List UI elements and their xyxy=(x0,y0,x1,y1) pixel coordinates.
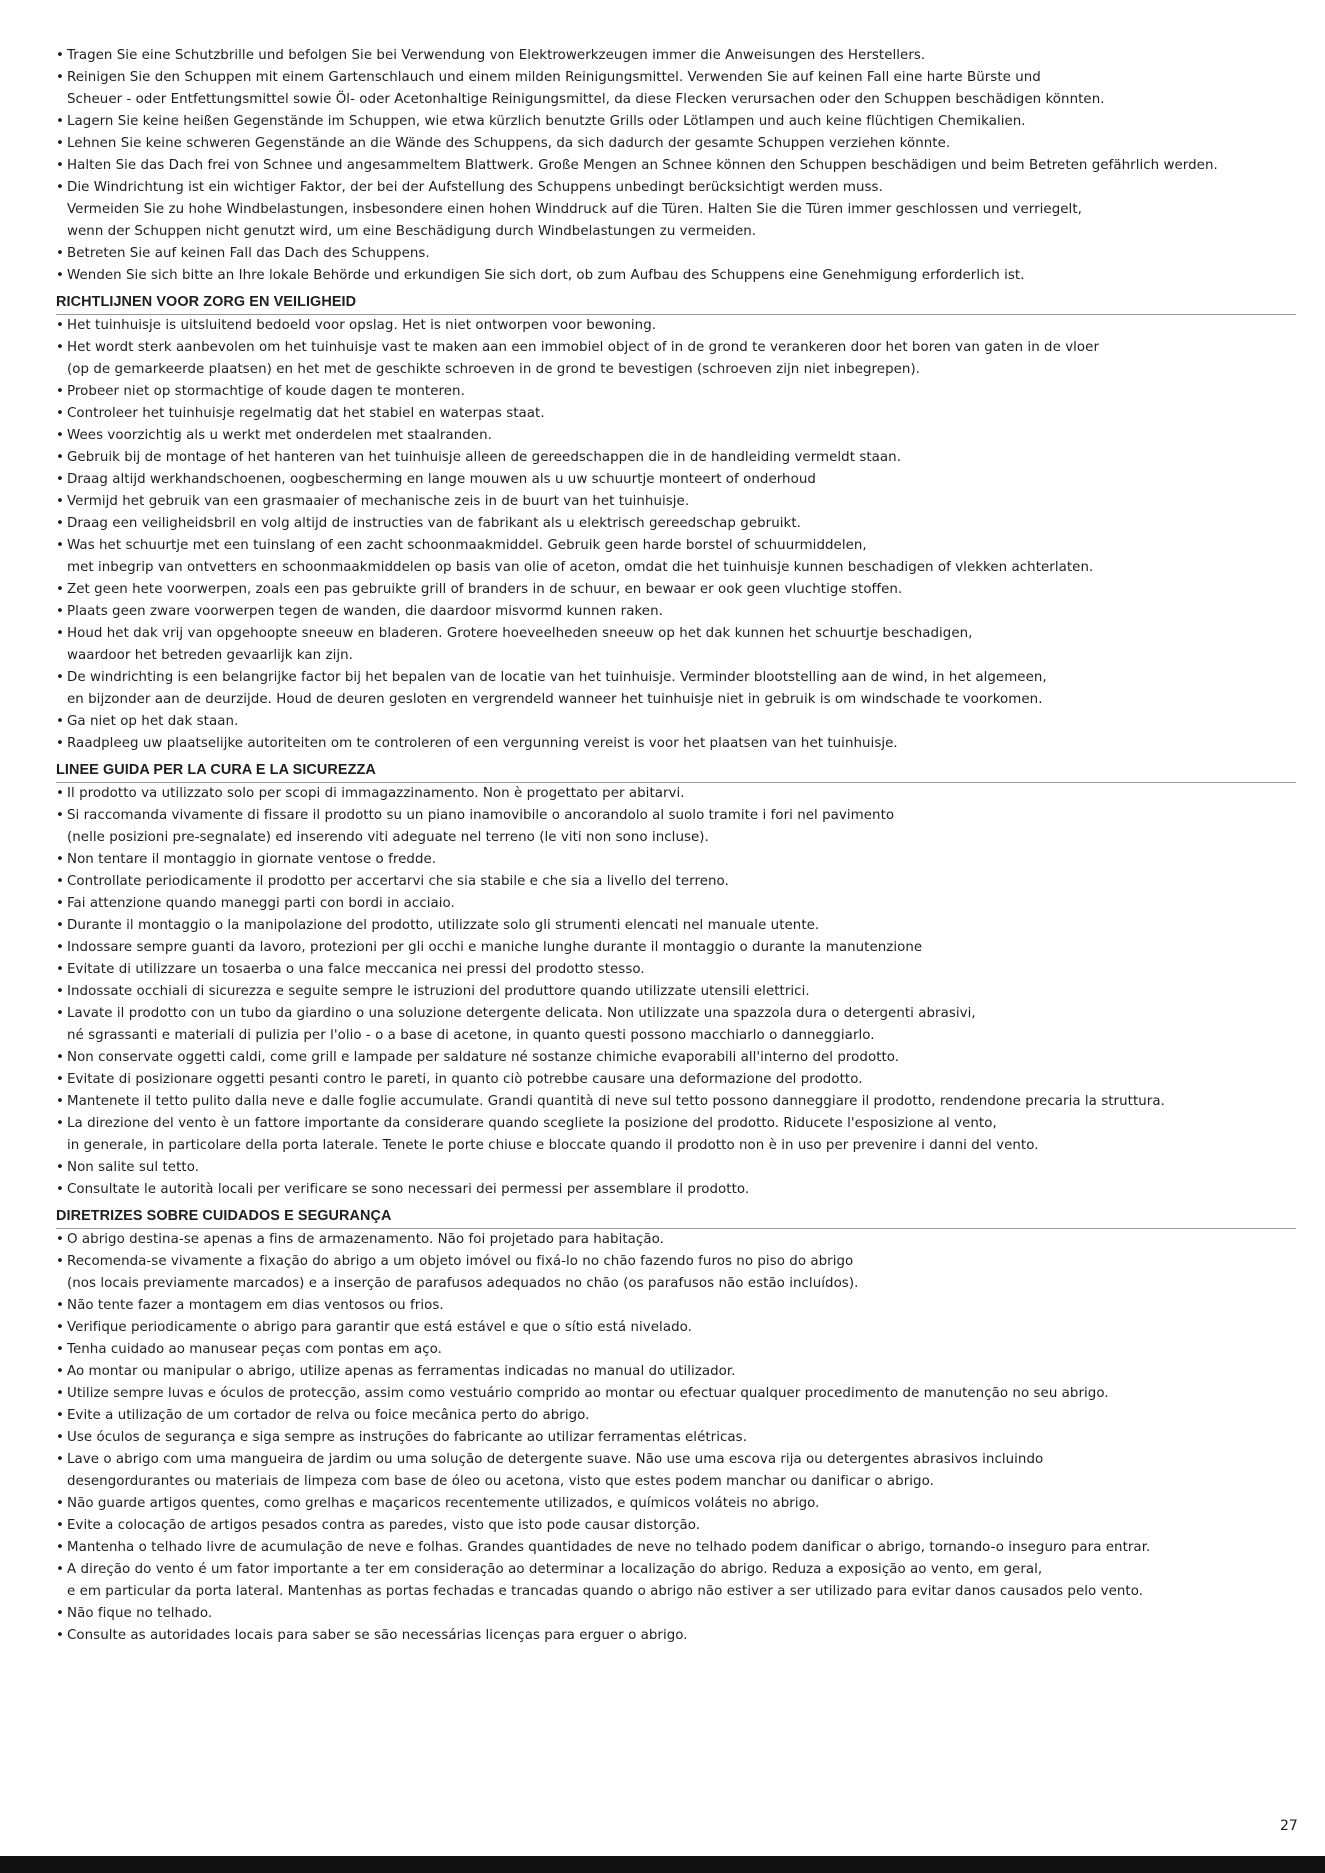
bullet-item: • Vermijd het gebruik van een grasmaaier of mechanische zeis in de buurt van het tuinhuisje. xyxy=(56,491,1296,513)
bullet-item: • Die Windrichtung ist ein wichtiger Faktor, der bei der Aufstellung des Schuppens unbedingt berücksichtigt werden muss. xyxy=(56,177,1296,199)
bullet-item: • Wenden Sie sich bitte an Ihre lokale Behörde und erkundigen Sie sich dort, ob zum Aufbau des Schuppens eine Genehmigung erforderlich ist. xyxy=(56,265,1296,287)
bullet-continuation: Vermeiden Sie zu hohe Windbelastungen, insbesondere einen hohen Winddruck auf die Türen. Halten Sie die Türen immer geschlossen und verriegelt, xyxy=(67,202,1082,217)
bullet-item: • Il prodotto va utilizzato solo per scopi di immagazzinamento. Non è progettato per abitarvi. xyxy=(56,783,1296,805)
bullet-continuation: né sgrassanti e materiali di pulizia per l'olio - o a base di acetone, in quanto questi possono macchiarlo o danneggiarlo. xyxy=(67,1028,875,1043)
bullet-item: • Evitate di posizionare oggetti pesanti contro le pareti, in quanto ciò potrebbe causare una deformazione del prodotto. xyxy=(56,1069,1296,1091)
bullet-item: • Si raccomanda vivamente di fissare il prodotto su un piano inamovibile o ancorandolo al suolo tramite i fori nel pavimento xyxy=(56,805,1296,827)
bullet-continuation: (op de gemarkeerde plaatsen) en het met de geschikte schroeven in de grond te bevestigen (schroeven zijn niet inbegrepen). xyxy=(67,362,921,377)
bullet-item: • Não fique no telhado. xyxy=(56,1603,1296,1625)
bullet-item: • Não tente fazer a montagem em dias ventosos ou frios. xyxy=(56,1295,1296,1317)
bullet-item: • Mantenha o telhado livre de acumulação de neve e folhas. Grandes quantidades de neve no telhado podem danificar o abrigo, tornando-o inseguro para entrar. xyxy=(56,1537,1296,1559)
section-heading: LINEE GUIDA PER LA CURA E LA SICUREZZA xyxy=(56,760,1296,783)
bullet-item: • Lehnen Sie keine schweren Gegenstände an die Wände des Schuppens, da sich dadurch der gesamte Schuppen verziehen könnte. xyxy=(56,133,1296,155)
bullet-item: • Indossate occhiali di sicurezza e seguite sempre le istruzioni del produttore quando utilizzate utensili elettrici. xyxy=(56,981,1296,1003)
page-number: 27 xyxy=(1280,1818,1298,1834)
bullet-item: • Non tentare il montaggio in giornate ventose o fredde. xyxy=(56,849,1296,871)
section xyxy=(56,1206,1296,1647)
bullet-item: • Durante il montaggio o la manipolazione del prodotto, utilizzate solo gli strumenti elencati nel manuale utente. xyxy=(56,915,1296,937)
bullet-item: • Ga niet op het dak staan. xyxy=(56,711,1296,733)
bullet-continuation: (nos locais previamente marcados) e a inserção de parafusos adequados no chão (os parafusos não estão incluídos). xyxy=(67,1276,859,1291)
bullet-continuation: en bijzonder aan de deurzijde. Houd de deuren gesloten en vergrendeld wanneer het tuinhuisje niet in gebruik is om windschade te voorkomen. xyxy=(67,692,1043,707)
bullet-item: • Het tuinhuisje is uitsluitend bedoeld voor opslag. Het is niet ontworpen voor bewoning. xyxy=(56,315,1296,337)
bullet-continuation: e em particular da porta lateral. Mantenhas as portas fechadas e trancadas quando o abrigo não estiver a ser utilizado para evitar danos causados pelo vento. xyxy=(67,1584,1144,1599)
bottom-bar xyxy=(0,1856,1325,1873)
bullet-item: • O abrigo destina-se apenas a fins de armazenamento. Não foi projetado para habitação. xyxy=(56,1229,1296,1251)
bullet-item: • Controllate periodicamente il prodotto per accertarvi che sia stabile e che sia a livello del terreno. xyxy=(56,871,1296,893)
bullet-item: • Consultate le autorità locali per verificare se sono necessari dei permessi per assemblare il prodotto. xyxy=(56,1179,1296,1201)
bullet-item: • Evite a colocação de artigos pesados contra as paredes, visto que isto pode causar distorção. xyxy=(56,1515,1296,1537)
bullet-item: • Draag altijd werkhandschoenen, oogbescherming en lange mouwen als u uw schuurtje monteert of onderhoud xyxy=(56,469,1296,491)
bullet-item: • Zet geen hete voorwerpen, zoals een pas gebruikte grill of branders in de schuur, en bewaar er ook geen vluchtige stoffen. xyxy=(56,579,1296,601)
bullet-item: • Non salite sul tetto. xyxy=(56,1157,1296,1179)
bullet-item: • Lavate il prodotto con un tubo da giardino o una soluzione detergente delicata. Non utilizzate una spazzola dura o detergenti abrasivi, xyxy=(56,1003,1296,1025)
bullet-item: • Tenha cuidado ao manusear peças com pontas em aço. xyxy=(56,1339,1296,1361)
bullet-item: • Fai attenzione quando maneggi parti con bordi in acciaio. xyxy=(56,893,1296,915)
bullet-item: • Recomenda-se vivamente a fixação do abrigo a um objeto imóvel ou fixá-lo no chão fazendo furos no piso do abrigo xyxy=(56,1251,1296,1273)
section-heading: RICHTLIJNEN VOOR ZORG EN VEILIGHEID xyxy=(56,292,1296,315)
bullet-item: • Verifique periodicamente o abrigo para garantir que está estável e que o sítio está nivelado. xyxy=(56,1317,1296,1339)
bullet-item: • Utilize sempre luvas e óculos de protecção, assim como vestuário comprido ao montar ou efectuar qualquer procedimento de manutenção no seu abrigo. xyxy=(56,1383,1296,1405)
bullet-item: • Raadpleeg uw plaatselijke autoriteiten om te controleren of een vergunning vereist is voor het plaatsen van het tuinhuisje. xyxy=(56,733,1296,755)
bullet-continuation: Scheuer - oder Entfettungsmittel sowie Öl- oder Acetonhaltige Reinigungsmittel, da diese Flecken verursachen oder den Schuppen beschädigen könnten. xyxy=(67,92,1105,107)
bullet-item: • Evitate di utilizzare un tosaerba o una falce meccanica nei pressi del prodotto stesso. xyxy=(56,959,1296,981)
bullet-item: • Houd het dak vrij van opgehoopte sneeuw en bladeren. Grotere hoeveelheden sneeuw op het dak kunnen het schuurtje beschadigen, xyxy=(56,623,1296,645)
bullet-item: • Het wordt sterk aanbevolen om het tuinhuisje vast te maken aan een immobiel object of in de grond te verankeren door het boren van gaten in de vloer xyxy=(56,337,1296,359)
bullet-item: • Não guarde artigos quentes, como grelhas e maçaricos recentemente utilizados, e químicos voláteis no abrigo. xyxy=(56,1493,1296,1515)
bullet-item: • Wees voorzichtig als u werkt met onderdelen met staalranden. xyxy=(56,425,1296,447)
bullet-item: • Indossare sempre guanti da lavoro, protezioni per gli occhi e maniche lunghe durante il montaggio o durante la manutenzione xyxy=(56,937,1296,959)
bullet-item: • Use óculos de segurança e siga sempre as instruções do fabricante ao utilizar ferramentas elétricas. xyxy=(56,1427,1296,1449)
section xyxy=(56,760,1296,1201)
bullet-item: • Evite a utilização de um cortador de relva ou foice mecânica perto do abrigo. xyxy=(56,1405,1296,1427)
bullet-item: • Was het schuurtje met een tuinslang of een zacht schoonmaakmiddel. Gebruik geen harde borstel of schuurmiddelen, xyxy=(56,535,1296,557)
bullet-item: • Draag een veiligheidsbril en volg altijd de instructies van de fabrikant als u elektrisch gereedschap gebruikt. xyxy=(56,513,1296,535)
bullet-item: • Consulte as autoridades locais para saber se são necessárias licenças para erguer o abrigo. xyxy=(56,1625,1296,1647)
section xyxy=(56,45,1296,287)
bullet-item: • Controleer het tuinhuisje regelmatig dat het stabiel en waterpas staat. xyxy=(56,403,1296,425)
page-content xyxy=(56,45,1296,1647)
section xyxy=(56,292,1296,755)
section-heading: DIRETRIZES SOBRE CUIDADOS E SEGURANÇA xyxy=(56,1206,1296,1229)
bullet-item: • Ao montar ou manipular o abrigo, utilize apenas as ferramentas indicadas no manual do utilizador. xyxy=(56,1361,1296,1383)
bullet-continuation: wenn der Schuppen nicht genutzt wird, um eine Beschädigung durch Windbelastungen zu vermeiden. xyxy=(67,224,757,239)
bullet-continuation: waardoor het betreden gevaarlijk kan zijn. xyxy=(67,648,353,663)
bullet-item: • Lagern Sie keine heißen Gegenstände im Schuppen, wie etwa kürzlich benutzte Grills oder Lötlampen und auch keine flüchtigen Chemikalien. xyxy=(56,111,1296,133)
bullet-item: • De windrichting is een belangrijke factor bij het bepalen van de locatie van het tuinhuisje. Verminder blootstelling aan de wind, in het algemeen, xyxy=(56,667,1296,689)
bullet-continuation: desengordurantes ou materiais de limpeza com base de óleo ou acetona, visto que estes podem manchar ou danificar o abrigo. xyxy=(67,1474,934,1489)
bullet-item: • Non conservate oggetti caldi, come grill e lampade per saldature né sostanze chimiche evaporabili all'interno del prodotto. xyxy=(56,1047,1296,1069)
bullet-item: • Halten Sie das Dach frei von Schnee und angesammeltem Blattwerk. Große Mengen an Schnee können den Schuppen beschädigen und beim Betreten gefährlich werden. xyxy=(56,155,1296,177)
bullet-item: • Plaats geen zware voorwerpen tegen de wanden, die daardoor misvormd kunnen raken. xyxy=(56,601,1296,623)
bullet-continuation: met inbegrip van ontvetters en schoonmaakmiddelen op basis van olie of aceton, omdat die het tuinhuisje kunnen beschadigen of vlekken achterlaten. xyxy=(67,560,1094,575)
bullet-item: • A direção do vento é um fator importante a ter em consideração ao determinar a localização do abrigo. Reduza a exposição ao vento, em geral, xyxy=(56,1559,1296,1581)
bullet-item: • La direzione del vento è un fattore importante da considerare quando scegliete la posizione del prodotto. Riducete l'esposizione al vento, xyxy=(56,1113,1296,1135)
bullet-item: • Lave o abrigo com uma mangueira de jardim ou uma solução de detergente suave. Não use uma escova rija ou detergentes abrasivos incluindo xyxy=(56,1449,1296,1471)
bullet-item: • Reinigen Sie den Schuppen mit einem Gartenschlauch und einem milden Reinigungsmittel. Verwenden Sie auf keinen Fall eine harte Bürste und xyxy=(56,67,1296,89)
bullet-item: • Mantenete il tetto pulito dalla neve e dalle foglie accumulate. Grandi quantità di neve sul tetto possono danneggiare il prodotto, rendendone precaria la struttura. xyxy=(56,1091,1296,1113)
bullet-continuation: in generale, in particolare della porta laterale. Tenete le porte chiuse e bloccate quando il prodotto non è in uso per prevenire i danni del vento. xyxy=(67,1138,1039,1153)
bullet-item: • Probeer niet op stormachtige of koude dagen te monteren. xyxy=(56,381,1296,403)
bullet-item: • Tragen Sie eine Schutzbrille und befolgen Sie bei Verwendung von Elektrowerkzeugen immer die Anweisungen des Herstellers. xyxy=(56,45,1296,67)
bullet-continuation: (nelle posizioni pre-segnalate) ed inserendo viti adeguate nel terreno (le viti non sono incluse). xyxy=(67,830,709,845)
bullet-item: • Gebruik bij de montage of het hanteren van het tuinhuisje alleen de gereedschappen die in de handleiding vermeldt staan. xyxy=(56,447,1296,469)
bullet-item: • Betreten Sie auf keinen Fall das Dach des Schuppens. xyxy=(56,243,1296,265)
